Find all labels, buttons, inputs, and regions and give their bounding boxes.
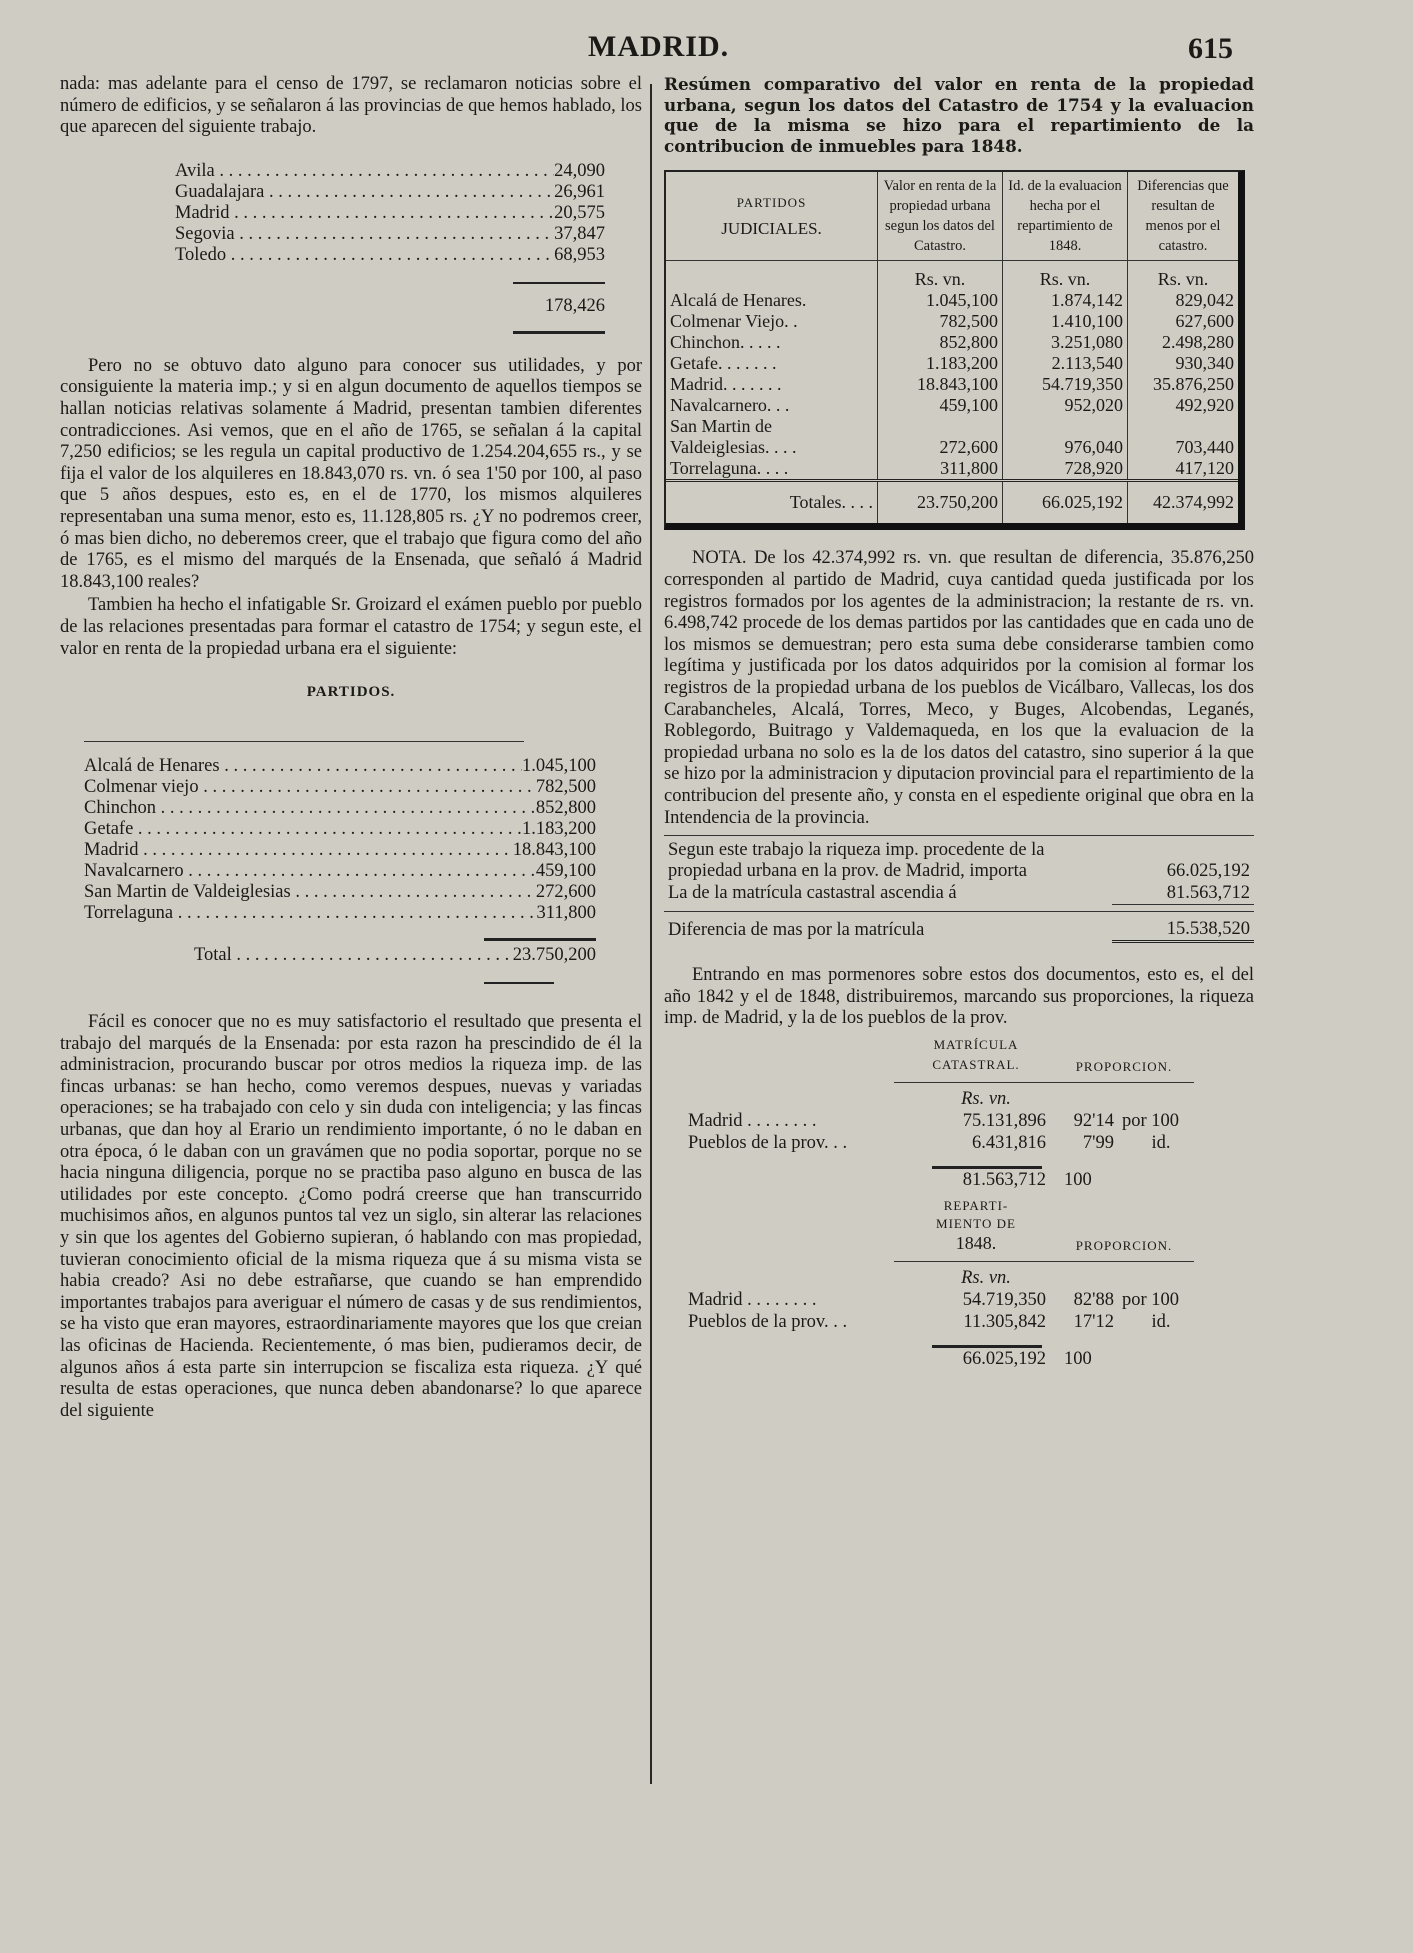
list-item: Navalcarnero . . . 459,100 bbox=[84, 861, 596, 882]
total-rule bbox=[484, 938, 596, 941]
paragraph-ensenada: Fácil es conocer que no es muy satisfactorio el resultado que presenta el trabajo del marqués de la Ensenada: por esta razon ha prescindido de él la administracion, procurando buscar por otros medios la riqueza imp. de las fincas urbanas: se han hecho, como veremos despues, nuevas y variadas operaciones; se ha trabajado con celo y sin duda con inteligencia; y las fincas urbanas, que dan hoy al Erario un rendimiento importante, ó no le daban en otra época, ó le daban con un gravámen que no podia soportar, porque no se hacia ninguna diligencia, porque no se practiba paso alguno en busca de las utilidades por este concepto. ¿Como podrá creerse que han transcurrido muchisimos años, en algunos puntos tal vez un siglo, sin alterar las relaciones y sin que los agentes del Gobierno supieran, ó hablando con mas propiedad, tuvieran conocimiento oficial de la misma riqueza que á su misma vista se habia creado? Asi no debe estrañarse, que cuando se han emprendido importantes trabajos para averiguar el número de casas y de sus rendimientos, se ha visto que eran mayores, estraordinariamente mayores que los que creian las oficinas de Hacienda. Recientemente, ó mas bien, pudieramos decir, de algunos años á esta parte sin interrupcion se fiscaliza esta riqueza. ¿Y qué resulta de estas operaciones, que nunca deben abandonarse? lo que aparece del siguiente bbox=[60, 1012, 642, 1421]
table-row: Madrid . . . . . . . . 54.719,350 82'88 por 100 bbox=[688, 1289, 1180, 1310]
proporcion-table-1: MATRÍCULA CATASTRAL. PROPORCION. Rs. vn. Madrid . . . . . . . . 75.131,896 92'14 por 100 Pueblos de la prov. . . 6.431,816 7'99 id. 81.563,712 100 bbox=[684, 1036, 1204, 1191]
proporcion-table-2: REPARTI- MIENTO DE 1848. PROPORCION. Rs. vn. Madrid . . . . . . . . 54.719,350 82'88 por 100 Pueblos de la prov. . . 11.305,842 17'12 id. 66.025,192 100 bbox=[684, 1197, 1204, 1370]
segun-table bbox=[664, 840, 1254, 905]
right-column bbox=[664, 74, 1254, 1370]
intro-paragraph: nada: mas adelante para el censo de 1797, se reclamaron noticias sobre el número de edificios, y se señalaron á las provincias de que hemos hablado, los que aparecen del siguiente trabajo. bbox=[60, 74, 642, 138]
list-item: San Martin de Valdeiglesias . . . 272,600 bbox=[84, 882, 596, 903]
table-total-row: 81.563,712 100 bbox=[962, 1169, 1092, 1190]
table-row: La de la matrícula castastral ascendia á 81.563,712 bbox=[664, 882, 1254, 905]
table-row: Segun este trabajo la riqueza imp. procedente de la propiedad urbana en la prov. de Madrid, importa 66.025,192 bbox=[668, 840, 1250, 882]
table-row: San Martin de Valdeiglesias. . . . 272,600 976,040 703,440 bbox=[666, 416, 1238, 458]
partidos-list bbox=[84, 756, 596, 984]
table-unit-row: Rs. vn. Rs. vn. Rs. vn. bbox=[666, 261, 1238, 291]
divider bbox=[84, 741, 524, 742]
table-row: Torrelaguna. . . . 311,800 728,920 417,120 bbox=[666, 458, 1238, 481]
list-item: Torrelaguna . . . 311,800 bbox=[84, 903, 596, 924]
left-column bbox=[60, 74, 642, 1422]
table-row: Rs. vn. bbox=[961, 1267, 1011, 1288]
census-total: 178,426 bbox=[544, 295, 605, 316]
list-item: Guadalajara . . . 26,961 bbox=[175, 182, 605, 203]
census-list bbox=[175, 161, 605, 334]
table-row: Alcalá de Henares. 1.045,100 1.874,142 829,042 bbox=[666, 290, 1238, 311]
list-item: Colmenar viejo . . . 782,500 bbox=[84, 777, 596, 798]
header-partidos: PARTIDOS JUDICIALES. bbox=[721, 195, 822, 239]
divider bbox=[894, 1261, 1194, 1262]
table-row: Madrid. . . . . . . 18.843,100 54.719,350 35.876,250 bbox=[666, 374, 1238, 395]
divider bbox=[664, 911, 1254, 912]
paragraph-groizard: Tambien ha hecho el infatigable Sr. Groizard el exámen pueblo por pueblo de las relaciones presentadas para formar el catastro de 1754; y segun este, el valor en renta de la propiedad urbana era el siguiente: bbox=[60, 595, 642, 659]
list-item: Avila . . . 24,090 bbox=[175, 161, 605, 182]
table-row: Pueblos de la prov. . . 6.431,816 7'99 id. bbox=[688, 1132, 1171, 1153]
divider bbox=[664, 835, 1254, 836]
total-rule bbox=[513, 331, 605, 334]
diferencia-table bbox=[664, 918, 1254, 943]
nota-paragraph: NOTA. De los 42.374,992 rs. vn. que resultan de diferencia, 35.876,250 corresponden al partido de Madrid, cuya cantidad queda justificada por los registros formados por los agentes de la administracion; la restante de rs. vn. 6.498,742 procede de los demas partidos por las cantidades que en cada uno de los mismos se demuestran; pero esta suma debe considerarse tambien como legítima y justificada por los datos adquiridos por la comision al formar los registros de la propiedad urbana de los pueblos de Vicálbaro, Vallecas, los dos Carabancheles, Alcalá, Torres, Meco, y Buges, Alcobendas, Leganés, Roblegordo, Buitrago y Valdemaqueda, en los que la evaluacion de la propiedad urbana no solo es la de los datos del catastro, sino superior á la que se hizo por la administracion y diputacion provincial para el repartimiento de la contribucion del presente año, y consta en el espediente original que obra en la Intendencia de la provincia. bbox=[664, 548, 1254, 828]
divider bbox=[894, 1082, 1194, 1083]
list-item: Madrid . . . 18.843,100 bbox=[84, 840, 596, 861]
partidos-heading: PARTIDOS. bbox=[306, 684, 396, 701]
table-total-row: Totales. . . . 23.750,200 66.025,192 42.374,992 bbox=[666, 481, 1238, 524]
list-item: Alcalá de Henares . . . 1.045,100 bbox=[84, 756, 596, 777]
header-diferencias: Diferencias que resultan de menos por el catastro. bbox=[1128, 172, 1239, 261]
comparison-table bbox=[664, 170, 1245, 530]
header-evaluacion: Id. de la evaluacion hecha por el repartimiento de 1848. bbox=[1003, 172, 1128, 261]
list-item: Getafe . . . 1.183,200 bbox=[84, 819, 596, 840]
table-header-row bbox=[666, 172, 1238, 261]
list-item: Segovia . . . 37,847 bbox=[175, 224, 605, 245]
page-number: 615 bbox=[1188, 32, 1233, 65]
total-rule bbox=[484, 982, 554, 984]
table-row: Colmenar Viejo. . 782,500 1.410,100 627,600 bbox=[666, 311, 1238, 332]
table-row: Navalcarnero. . . 459,100 952,020 492,920 bbox=[666, 395, 1238, 416]
list-item: Chinchon . . . 852,800 bbox=[84, 798, 596, 819]
running-title: MADRID. bbox=[588, 30, 730, 63]
header-catastro: Valor en renta de la propiedad urbana segun los datos del Catastro. bbox=[878, 172, 1003, 261]
table-title: Resúmen comparativo del valor en renta de la propiedad urbana, segun los datos del Catastro de 1754 y la evaluacion que de la misma se hizo para el repartimiento de la contribucion de inmuebles para 1848. bbox=[664, 74, 1254, 156]
table-row: Diferencia de mas por la matrícula 15.538,520 bbox=[664, 918, 1254, 942]
table-row: Chinchon. . . . . 852,800 3.251,080 2.498,280 bbox=[666, 332, 1238, 353]
total-rule bbox=[513, 282, 605, 284]
list-item: Madrid . . . 20,575 bbox=[175, 203, 605, 224]
table-row: Pueblos de la prov. . . 11.305,842 17'12 id. bbox=[688, 1311, 1171, 1332]
list-item: Toledo . . . 68,953 bbox=[175, 245, 605, 266]
table-row: Madrid . . . . . . . . 75.131,896 92'14 por 100 bbox=[688, 1110, 1180, 1131]
column-divider bbox=[650, 84, 652, 1784]
table-row: Rs. vn. bbox=[961, 1088, 1011, 1109]
table-total-row: 66.025,192 100 bbox=[962, 1348, 1092, 1369]
table-row: Getafe. . . . . . . 1.183,200 2.113,540 930,340 bbox=[666, 353, 1238, 374]
partidos-total-row: Total . . . 23.750,200 bbox=[194, 945, 596, 966]
paragraph-catastro: Pero no se obtuvo dato alguno para conocer sus utilidades, y por consiguiente la materia imp.; y si en algun documento de aquellos tiempos se hallan noticias relativas solamente á Madrid, presentan tambien diferentes contradicciones. Asi vemos, que en el año de 1765, se señalan á la capital 7,250 edificios; se les regula un capital productivo de 1.254.204,655 rs., y se fija el valor de los alquileres en 18.843,070 rs. vn. ó sea 1'50 por 100, al paso que 5 años despues, esto es, en el de 1770, los mismos alquileres representaban una suma menor, esto es, 11.128,805 rs. ¿Y no podremos creer, ó mas bien dicho, no deberemos creer, que el trabajo que figura como del año de 1765, es el mismo del marqués de la Ensenada, que señaló á Madrid 18.843,100 reales? bbox=[60, 355, 642, 592]
entrando-paragraph: Entrando en mas pormenores sobre estos dos documentos, esto es, el del año 1842 y el de 1848, distribuiremos, marcando sus proporciones, la riqueza imp. de Madrid, y la de los pueblos de la prov. bbox=[664, 965, 1254, 1029]
